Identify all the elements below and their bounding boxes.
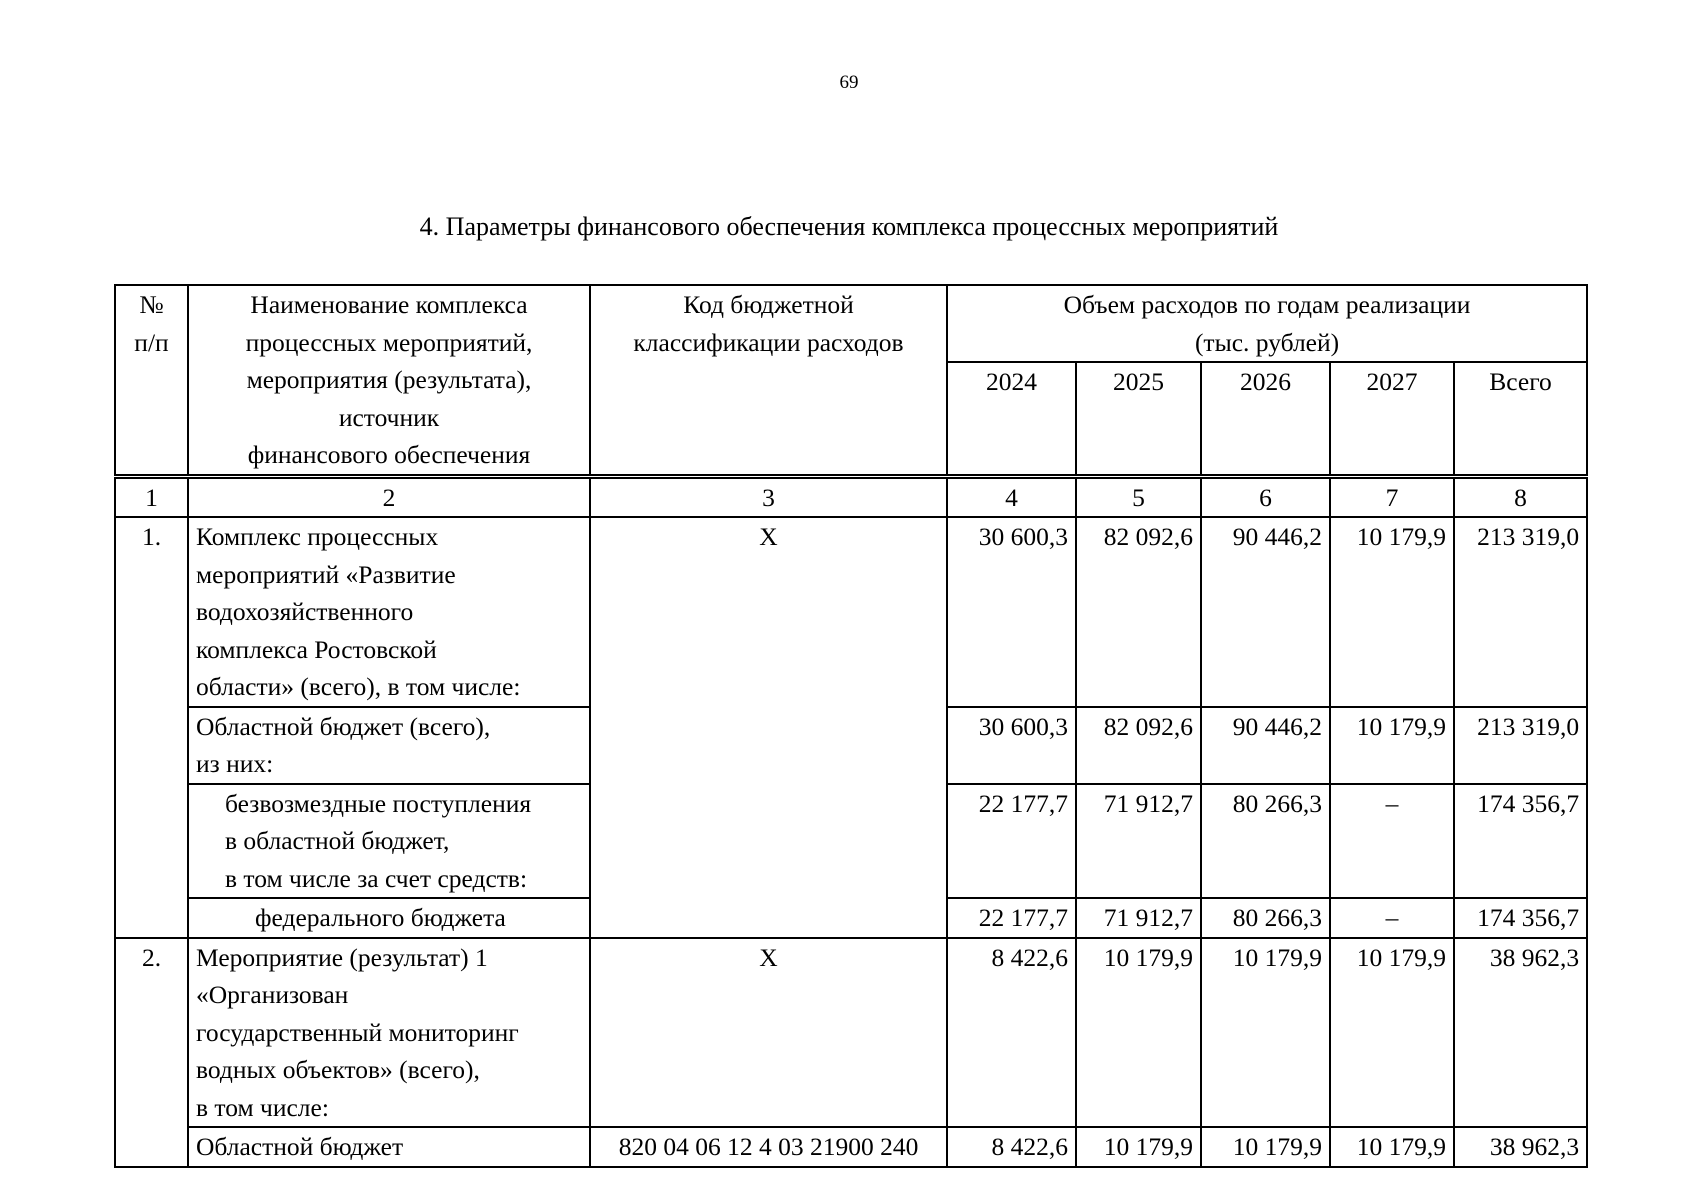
column-number: 5 <box>1076 476 1201 517</box>
column-numbers-row <box>115 476 1587 517</box>
row-name: Областной бюджет (всего), из них: <box>188 707 590 784</box>
value-2024: 22 177,7 <box>947 898 1076 938</box>
row-name: Комплекс процессных мероприятий «Развитие водохозяйственного комплекса Ростовской области» (всего), в том числе: <box>188 517 590 707</box>
value-2026: 10 179,9 <box>1201 1127 1330 1167</box>
value-total: 174 356,7 <box>1454 898 1587 938</box>
column-number: 6 <box>1201 476 1330 517</box>
value-2026: 90 446,2 <box>1201 707 1330 784</box>
table-row <box>115 938 1587 1128</box>
value-total: 213 319,0 <box>1454 517 1587 707</box>
header-name: Наименование комплекса процессных мероприятий, мероприятия (результата), источник финансового обеспечения <box>188 285 590 476</box>
row-name: Мероприятие (результат) 1 «Организован государственный мониторинг водных объектов» (всего), в том числе: <box>188 938 590 1128</box>
value-2026: 90 446,2 <box>1201 517 1330 707</box>
row-name: безвозмездные поступления в областной бюджет, в том числе за счет средств: <box>188 784 590 899</box>
value-2027: 10 179,9 <box>1330 517 1454 707</box>
header-year-2025: 2025 <box>1076 362 1201 476</box>
header-year-2024: 2024 <box>947 362 1076 476</box>
value-2025: 71 912,7 <box>1076 898 1201 938</box>
value-2026: 10 179,9 <box>1201 938 1330 1128</box>
header-num: № п/п <box>115 285 188 476</box>
column-number: 1 <box>115 476 188 517</box>
value-2027: – <box>1330 898 1454 938</box>
row-code: Х <box>590 938 947 1128</box>
column-number: 8 <box>1454 476 1587 517</box>
value-2026: 80 266,3 <box>1201 784 1330 899</box>
value-2027: 10 179,9 <box>1330 707 1454 784</box>
value-2024: 8 422,6 <box>947 1127 1076 1167</box>
table-row <box>115 1127 1587 1167</box>
value-total: 174 356,7 <box>1454 784 1587 899</box>
header-year-2026: 2026 <box>1201 362 1330 476</box>
column-number: 2 <box>188 476 590 517</box>
value-2024: 30 600,3 <box>947 517 1076 707</box>
value-2025: 10 179,9 <box>1076 1127 1201 1167</box>
header-total: Всего <box>1454 362 1587 476</box>
header-code: Код бюджетной классификации расходов <box>590 285 947 476</box>
value-total: 213 319,0 <box>1454 707 1587 784</box>
page-number: 69 <box>839 72 859 93</box>
row-code: Х <box>590 517 947 938</box>
row-number: 1. <box>115 517 188 938</box>
column-number: 7 <box>1330 476 1454 517</box>
row-name: Областной бюджет <box>188 1127 590 1167</box>
value-2024: 30 600,3 <box>947 707 1076 784</box>
value-2027: 10 179,9 <box>1330 938 1454 1128</box>
row-number: 2. <box>115 938 188 1167</box>
column-number: 3 <box>590 476 947 517</box>
value-2027: 10 179,9 <box>1330 1127 1454 1167</box>
column-number: 4 <box>947 476 1076 517</box>
header-row-1 <box>115 285 1587 362</box>
header-year-2027: 2027 <box>1330 362 1454 476</box>
value-total: 38 962,3 <box>1454 938 1587 1128</box>
row-code: 820 04 06 12 4 03 21900 240 <box>590 1127 947 1167</box>
value-2025: 82 092,6 <box>1076 707 1201 784</box>
value-2027: – <box>1330 784 1454 899</box>
section-title: 4. Параметры финансового обеспечения комплекса процессных мероприятий <box>419 212 1279 241</box>
value-2025: 10 179,9 <box>1076 938 1201 1128</box>
table-row <box>115 517 1587 707</box>
financing-table <box>114 284 1588 1168</box>
value-2024: 22 177,7 <box>947 784 1076 899</box>
header-volume: Объем расходов по годам реализации (тыс. рублей) <box>947 285 1587 362</box>
value-total: 38 962,3 <box>1454 1127 1587 1167</box>
row-name: федерального бюджета <box>188 898 590 938</box>
value-2024: 8 422,6 <box>947 938 1076 1128</box>
value-2026: 80 266,3 <box>1201 898 1330 938</box>
value-2025: 71 912,7 <box>1076 784 1201 899</box>
value-2025: 82 092,6 <box>1076 517 1201 707</box>
